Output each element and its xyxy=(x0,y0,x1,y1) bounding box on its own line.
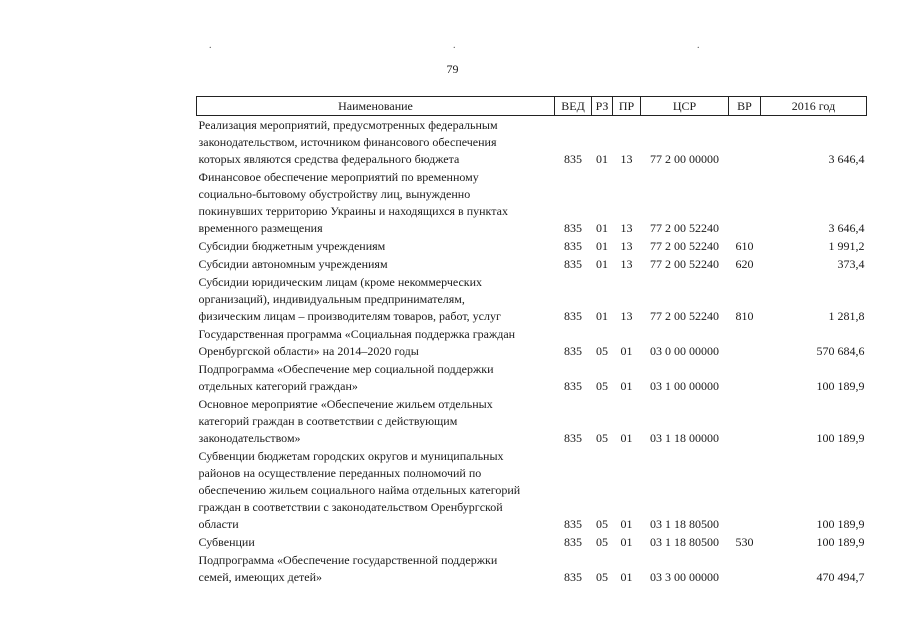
row-name-line: обеспечению жильем социального найма отдельных категорий xyxy=(198,483,521,497)
row-pr: 13 xyxy=(620,152,633,166)
row-name xyxy=(197,551,555,586)
row-rz: 01 xyxy=(596,221,608,235)
row-ved: 835 xyxy=(564,431,582,445)
row-name-line: Субсидии бюджетным учреждениям xyxy=(198,239,386,253)
row-name xyxy=(197,360,555,395)
table-row xyxy=(197,360,867,395)
row-name xyxy=(197,237,555,255)
header-rz: РЗ xyxy=(592,97,613,116)
scan-mark: . xyxy=(697,40,700,51)
row-name-line: Реализация мероприятий, предусмотренных федеральным xyxy=(198,118,498,132)
row-name-line: Субвенции xyxy=(198,535,255,549)
row-name-line: Субсидии автономным учреждениям xyxy=(198,257,388,271)
row-vr xyxy=(729,168,761,237)
row-rz: 05 xyxy=(596,431,608,445)
row-vr: 530 xyxy=(735,535,754,549)
row-name xyxy=(197,255,555,273)
row-name-line: области xyxy=(198,517,239,531)
row-csr: 77 2 00 00000 xyxy=(650,152,719,166)
row-ved: 835 xyxy=(564,570,582,584)
row-name-line: районов на осуществление переданных полномочий по xyxy=(198,466,482,480)
row-rz: 01 xyxy=(596,309,608,323)
row-name-line: Финансовое обеспечение мероприятий по временному xyxy=(198,170,479,184)
row-vr xyxy=(729,116,761,169)
row-name xyxy=(197,533,555,551)
row-name xyxy=(197,395,555,447)
row-csr: 03 0 00 00000 xyxy=(650,344,719,358)
row-name-line: организаций), индивидуальным предпринимателям, xyxy=(198,292,465,306)
row-name-line: законодательством» xyxy=(198,431,301,445)
row-csr: 77 2 00 52240 xyxy=(650,257,719,271)
row-pr: 13 xyxy=(620,309,633,323)
row-name-line: временного размещения xyxy=(198,221,323,235)
row-csr: 03 1 18 80500 xyxy=(650,535,719,549)
row-amount: 1 281,8 xyxy=(828,309,865,323)
row-vr xyxy=(729,551,761,586)
row-rz: 01 xyxy=(596,152,608,166)
row-name-line: категорий граждан в соответствии с действующим xyxy=(198,414,458,428)
row-amount: 100 189,9 xyxy=(816,517,865,531)
header-name: Наименование xyxy=(197,97,555,116)
row-name-line: которых являются средства федерального бюджета xyxy=(198,152,460,166)
header-vr: ВР xyxy=(729,97,761,116)
row-ved: 835 xyxy=(564,152,582,166)
row-ved: 835 xyxy=(564,309,582,323)
table-row xyxy=(197,273,867,325)
table-row xyxy=(197,237,867,255)
table-row xyxy=(197,447,867,533)
row-pr: 01 xyxy=(620,535,633,549)
row-name xyxy=(197,273,555,325)
row-rz: 05 xyxy=(596,379,608,393)
row-amount: 3 646,4 xyxy=(828,152,865,166)
row-vr xyxy=(729,325,761,360)
table-body xyxy=(197,116,867,587)
row-amount: 373,4 xyxy=(837,257,865,271)
row-csr: 03 1 00 00000 xyxy=(650,379,719,393)
row-name-line: Государственная программа «Социальная поддержка граждан xyxy=(198,327,516,341)
row-amount: 1 991,2 xyxy=(828,239,865,253)
page-number: 79 xyxy=(446,62,459,76)
row-name-line: семей, имеющих детей» xyxy=(198,570,323,584)
row-name-line: социально-бытовому обустройству лиц, вынужденно xyxy=(198,187,471,201)
header-pr: ПР xyxy=(613,97,641,116)
row-csr: 03 1 18 80500 xyxy=(650,517,719,531)
row-ved: 835 xyxy=(564,379,582,393)
row-vr: 610 xyxy=(735,239,754,253)
row-amount: 100 189,9 xyxy=(816,431,865,445)
row-rz: 05 xyxy=(596,344,608,358)
row-rz: 05 xyxy=(596,517,608,531)
row-ved: 835 xyxy=(564,239,582,253)
row-amount: 100 189,9 xyxy=(816,379,865,393)
row-name xyxy=(197,168,555,237)
row-csr: 77 2 00 52240 xyxy=(650,309,719,323)
table-row xyxy=(197,551,867,586)
row-vr: 810 xyxy=(735,309,754,323)
header-csr: ЦСР xyxy=(641,97,729,116)
row-name-line: отдельных категорий граждан» xyxy=(198,379,358,393)
row-csr: 03 1 18 00000 xyxy=(650,431,719,445)
row-pr: 13 xyxy=(620,257,633,271)
row-pr: 01 xyxy=(620,570,633,584)
row-pr: 01 xyxy=(620,517,633,531)
row-pr: 13 xyxy=(620,221,633,235)
row-pr: 01 xyxy=(620,344,633,358)
row-amount: 470 494,7 xyxy=(816,570,865,584)
table-row xyxy=(197,395,867,447)
row-ved: 835 xyxy=(564,221,582,235)
row-pr: 01 xyxy=(620,379,633,393)
row-vr xyxy=(729,447,761,533)
row-name-line: Подпрограмма «Обеспечение государственной поддержки xyxy=(198,553,498,567)
scan-mark: . xyxy=(209,40,212,51)
budget-table xyxy=(196,96,867,586)
row-ved: 835 xyxy=(564,517,582,531)
row-rz: 05 xyxy=(596,570,608,584)
row-name-line: Основное мероприятие «Обеспечение жильем отдельных xyxy=(198,397,493,411)
row-name-line: граждан в соответствии с законодательством Оренбургской xyxy=(198,500,503,514)
row-ved: 835 xyxy=(564,257,582,271)
row-name xyxy=(197,325,555,360)
row-name-line: физическим лицам – производителям товаров, работ, услуг xyxy=(198,309,501,323)
row-rz: 01 xyxy=(596,257,608,271)
row-pr: 01 xyxy=(620,431,633,445)
row-vr xyxy=(729,395,761,447)
row-name-line: Субвенции бюджетам городских округов и муниципальных xyxy=(198,449,504,463)
scan-mark: . xyxy=(453,40,456,51)
table-row xyxy=(197,168,867,237)
row-ved: 835 xyxy=(564,535,582,549)
table-row xyxy=(197,533,867,551)
row-ved: 835 xyxy=(564,344,582,358)
row-name-line: законодательством, источником финансового обеспечения xyxy=(198,135,497,149)
row-name xyxy=(197,116,555,169)
row-csr: 77 2 00 52240 xyxy=(650,221,719,235)
row-name-line: покинувших территорию Украины и находящихся в пунктах xyxy=(198,204,508,218)
row-name-line: Подпрограмма «Обеспечение мер социальной поддержки xyxy=(198,362,494,376)
row-name-line: Оренбургской области» на 2014–2020 годы xyxy=(198,344,419,358)
row-rz: 05 xyxy=(596,535,608,549)
header-amount: 2016 год xyxy=(761,97,867,116)
table-row xyxy=(197,116,867,169)
row-vr: 620 xyxy=(735,257,754,271)
row-amount: 570 684,6 xyxy=(816,344,865,358)
header-ved: ВЕД xyxy=(555,97,592,116)
row-pr: 13 xyxy=(620,239,633,253)
row-name xyxy=(197,447,555,533)
table-header xyxy=(197,97,867,116)
table-row xyxy=(197,255,867,273)
row-csr: 77 2 00 52240 xyxy=(650,239,719,253)
table-row xyxy=(197,325,867,360)
row-name-line: Субсидии юридическим лицам (кроме некоммерческих xyxy=(198,275,483,289)
row-csr: 03 3 00 00000 xyxy=(650,570,719,584)
row-rz: 01 xyxy=(596,239,608,253)
row-vr xyxy=(729,360,761,395)
row-amount: 100 189,9 xyxy=(816,535,865,549)
row-amount: 3 646,4 xyxy=(828,221,865,235)
